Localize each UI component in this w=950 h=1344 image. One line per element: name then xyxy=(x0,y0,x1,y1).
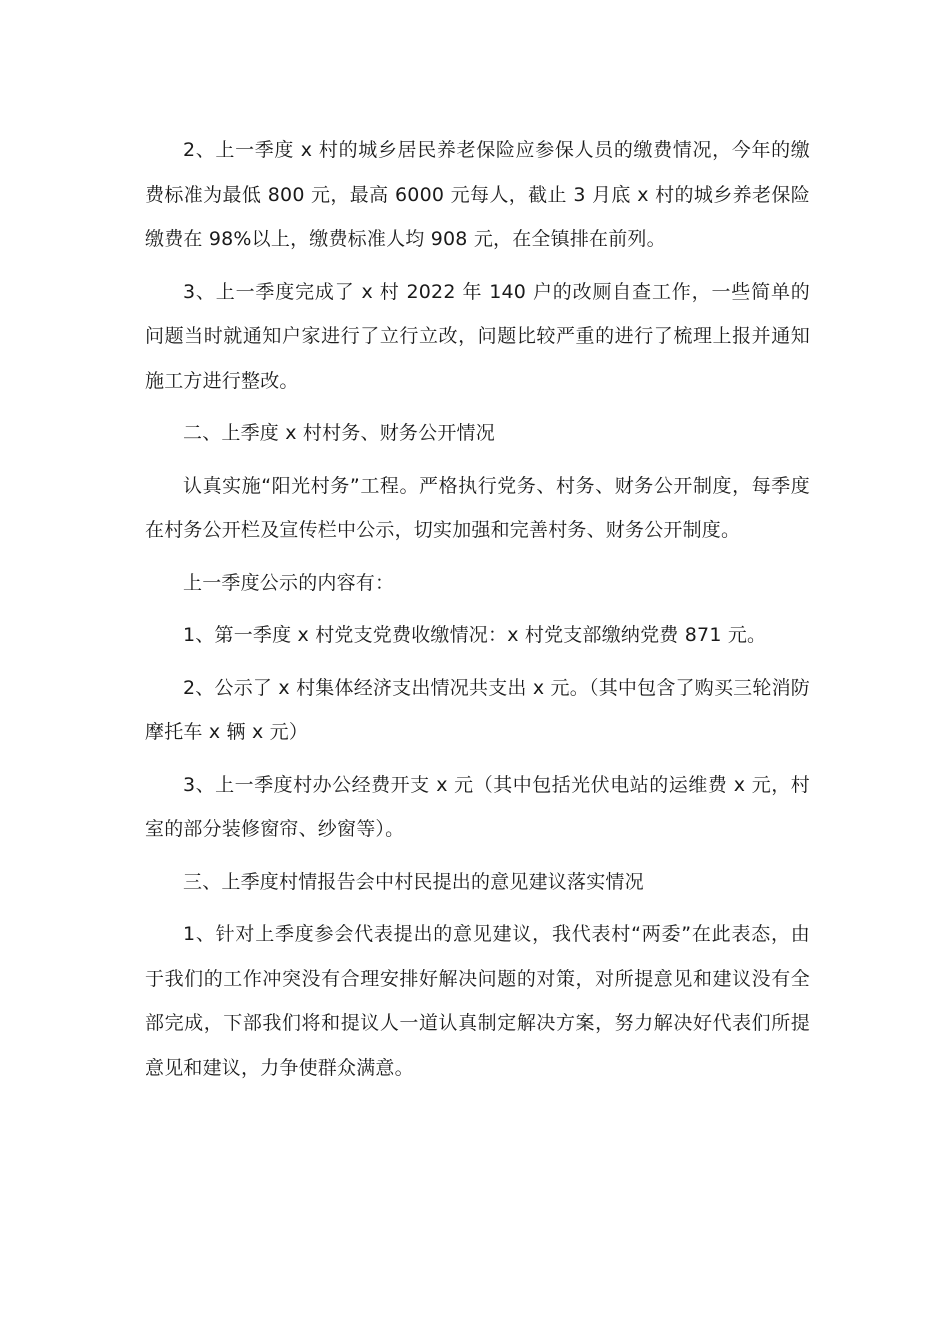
document-body xyxy=(145,128,810,1098)
paragraph-pension-payment: 2、上一季度 x 村的城乡居民养老保险应参保人员的缴费情况，今年的缴费标准为最低 800 元，最高 6000 元每人，截止 3 月底 x 村的城乡养老保险缴费在 98%以上，缴费标准人均 908 元，在全镇排在前列。 xyxy=(145,139,810,250)
paragraph-suggestions-response: 1、针对上季度参会代表提出的意见建议，我代表村“两委”在此表态，由于我们的工作冲突没有合理安排好解决问题的对策，对所提意见和建议没有全部完成，下部我们将和提议人一道认真制定解决方案，努力解决好代表们所提意见和建议，力争使群众满意。 xyxy=(145,923,810,1079)
paragraph-disclosure-intro: 上一季度公示的内容有： xyxy=(183,571,395,594)
paragraph-party-fees: 1、第一季度 x 村党支党费收缴情况：x 村党支部缴纳党费 871 元。 xyxy=(183,624,767,646)
paragraph-collective-expenditure: 2、公示了 x 村集体经济支出情况共支出 x 元。（其中包含了购买三轮消防摩托车 x 辆 x 元） xyxy=(145,676,810,743)
section-heading-village-affairs: 二、上季度 x 村村务、财务公开情况 xyxy=(183,422,495,444)
paragraph-sunshine-affairs: 认真实施“阳光村务”工程。严格执行党务、村务、财务公开制度，每季度在村务公开栏及宣传栏中公示，切实加强和完善村务、财务公开制度。 xyxy=(145,474,810,541)
paragraph-office-expenses: 3、上一季度村办公经费开支 x 元（其中包括光伏电站的运维费 x 元，村室的部分装修窗帘、纱窗等）。 xyxy=(145,773,810,840)
paragraph-toilet-renovation: 3、上一季度完成了 x 村 2022 年 140 户的改厕自查工作，一些简单的问题当时就通知户家进行了立行立改，问题比较严重的进行了梳理上报并通知施工方进行整改。 xyxy=(145,280,810,392)
section-heading-suggestions: 三、上季度村情报告会中村民提出的意见建议落实情况 xyxy=(183,870,644,893)
